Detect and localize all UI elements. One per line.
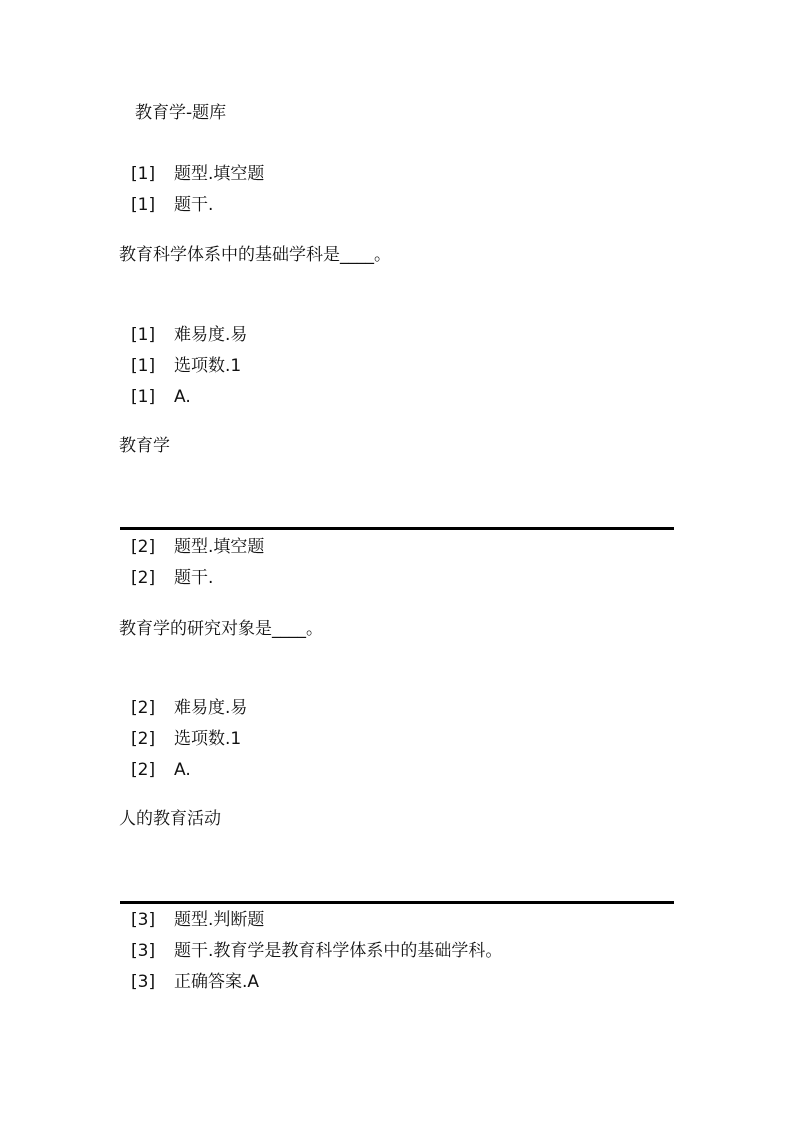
q3-stem-text: 题干.教育学是教育科学体系中的基础学科。 (174, 941, 503, 961)
question-divider (120, 901, 674, 904)
q2-type-text: 题型.填空题 (174, 537, 265, 557)
q2-answer-text: 人的教育活动 (119, 809, 221, 829)
q1-option-a-label: A. (174, 387, 191, 407)
q3-type-number: [3] (131, 910, 156, 930)
q3-type-text: 题型.判断题 (174, 910, 265, 930)
q1-options-count-text: 选项数.1 (174, 356, 242, 376)
q1-type-number: [1] (131, 164, 156, 184)
q3-correct-answer-number: [3] (131, 972, 156, 992)
q2-options-count-text: 选项数.1 (174, 729, 242, 749)
q2-stem-label: 题干. (174, 568, 214, 588)
q2-option-a-number: [2] (131, 760, 156, 780)
q1-difficulty-text: 难易度.易 (174, 325, 248, 345)
q1-options-count-number: [1] (131, 356, 156, 376)
q1-answer-text: 教育学 (119, 436, 170, 456)
q2-stem-text: 教育学的研究对象是____。 (119, 619, 323, 639)
q1-stem-label: 题干. (174, 195, 214, 215)
q2-options-count-number: [2] (131, 729, 156, 749)
q2-difficulty-text: 难易度.易 (174, 698, 248, 718)
q3-correct-answer-text: 正确答案.A (174, 972, 260, 992)
q1-stem-text: 教育科学体系中的基础学科是____。 (119, 245, 391, 265)
question-divider (120, 527, 674, 530)
document-title: 教育学-题库 (135, 103, 227, 123)
q1-type-text: 题型.填空题 (174, 164, 265, 184)
q1-stem-number: [1] (131, 195, 156, 215)
q2-difficulty-number: [2] (131, 698, 156, 718)
q3-stem-number: [3] (131, 941, 156, 961)
q1-option-a-number: [1] (131, 387, 156, 407)
q2-stem-number: [2] (131, 568, 156, 588)
q1-difficulty-number: [1] (131, 325, 156, 345)
q2-type-number: [2] (131, 537, 156, 557)
q2-option-a-label: A. (174, 760, 191, 780)
